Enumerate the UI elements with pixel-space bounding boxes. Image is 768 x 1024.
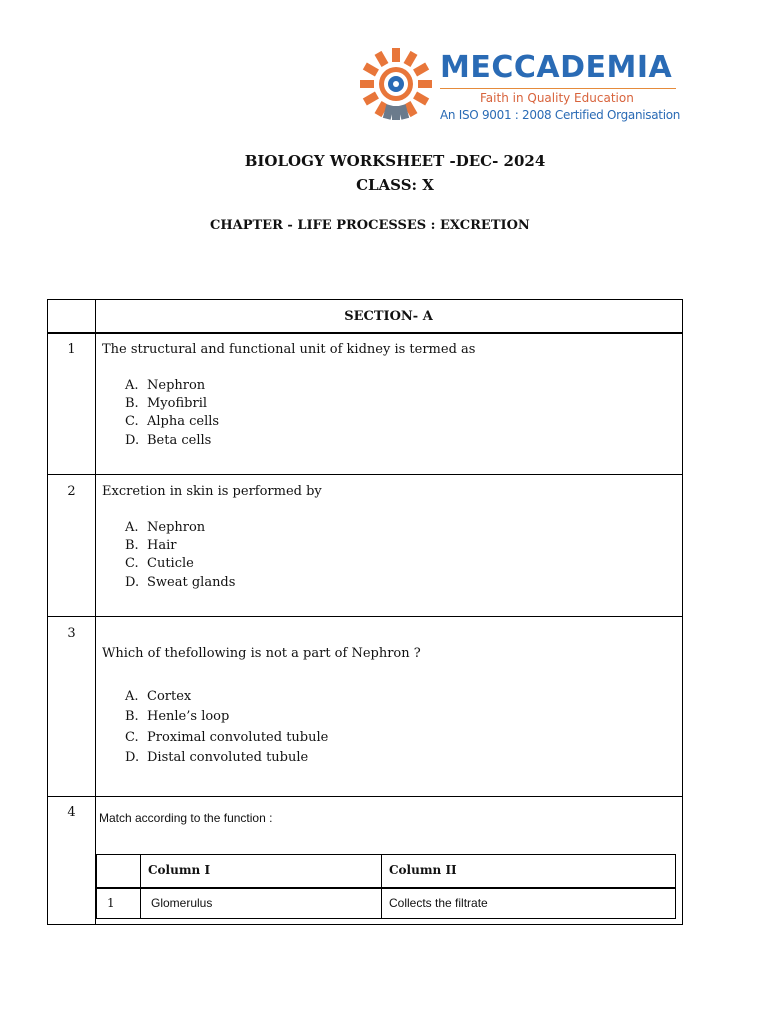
option-letter: A. (125, 689, 139, 704)
question-number: 2 (67, 484, 76, 499)
number-column-divider (95, 300, 96, 924)
option-letter: D. (125, 750, 140, 765)
question-number: 1 (67, 342, 76, 357)
worksheet-title: BIOLOGY WORKSHEET -DEC- 2024 (244, 152, 546, 170)
match-header-cell: Column II (389, 863, 457, 877)
iso-certification: An ISO 9001 : 2008 Certified Organisation (440, 108, 681, 122)
question-text: Which of thefollowing is not a part of Nephron ? (102, 646, 421, 661)
question-number: 3 (67, 626, 76, 641)
option-text: Nephron (147, 378, 206, 393)
worksheet-table (47, 299, 683, 925)
option-text: Proximal convoluted tubule (147, 730, 329, 745)
section-title: SECTION- A (344, 309, 433, 324)
question-number: 4 (67, 805, 76, 820)
option-text: Henle’s loop (147, 709, 230, 724)
option-letter: D. (125, 433, 140, 448)
row-divider (48, 616, 682, 617)
option-text: Alpha cells (147, 414, 220, 429)
option-letter: B. (125, 709, 139, 724)
option-text: Nephron (147, 520, 206, 535)
option-letter: C. (125, 414, 139, 429)
row-divider (48, 474, 682, 475)
match-table (96, 854, 676, 919)
question-text: The structural and functional unit of kidney is termed as (102, 342, 476, 357)
option-text: Distal convoluted tubule (147, 750, 309, 765)
match-cell: Glomerulus (151, 896, 213, 910)
option-letter: A. (125, 520, 139, 535)
brand-tagline: Faith in Quality Education (480, 91, 634, 105)
option-letter: C. (125, 730, 139, 745)
option-letter: A. (125, 378, 139, 393)
brand-divider (440, 88, 676, 89)
option-text: Beta cells (147, 433, 212, 448)
match-header-divider (97, 887, 675, 889)
option-text: Cortex (147, 689, 192, 704)
match-cell: Collects the filtrate (389, 896, 488, 910)
question-text: Excretion in skin is performed by (102, 484, 322, 499)
match-cell: 1 (107, 896, 115, 910)
class-label: CLASS: X (356, 176, 434, 194)
option-text: Sweat glands (147, 575, 236, 590)
option-letter: D. (125, 575, 140, 590)
option-text: Cuticle (147, 556, 194, 571)
option-letter: C. (125, 556, 139, 571)
row-divider (48, 332, 682, 334)
option-text: Myofibril (147, 396, 208, 411)
chapter-title: CHAPTER - LIFE PROCESSES : EXCRETION (210, 218, 530, 233)
meccademia-logo (360, 44, 680, 126)
option-text: Hair (147, 538, 177, 553)
row-divider (48, 796, 682, 797)
brand-name: MECCADEMIA (440, 50, 673, 85)
option-letter: B. (125, 538, 139, 553)
option-letter: B. (125, 396, 139, 411)
sunburst-logo-icon (360, 44, 432, 124)
question-text: Match according to the function : (99, 811, 273, 825)
match-header-cell: Column I (148, 863, 211, 877)
